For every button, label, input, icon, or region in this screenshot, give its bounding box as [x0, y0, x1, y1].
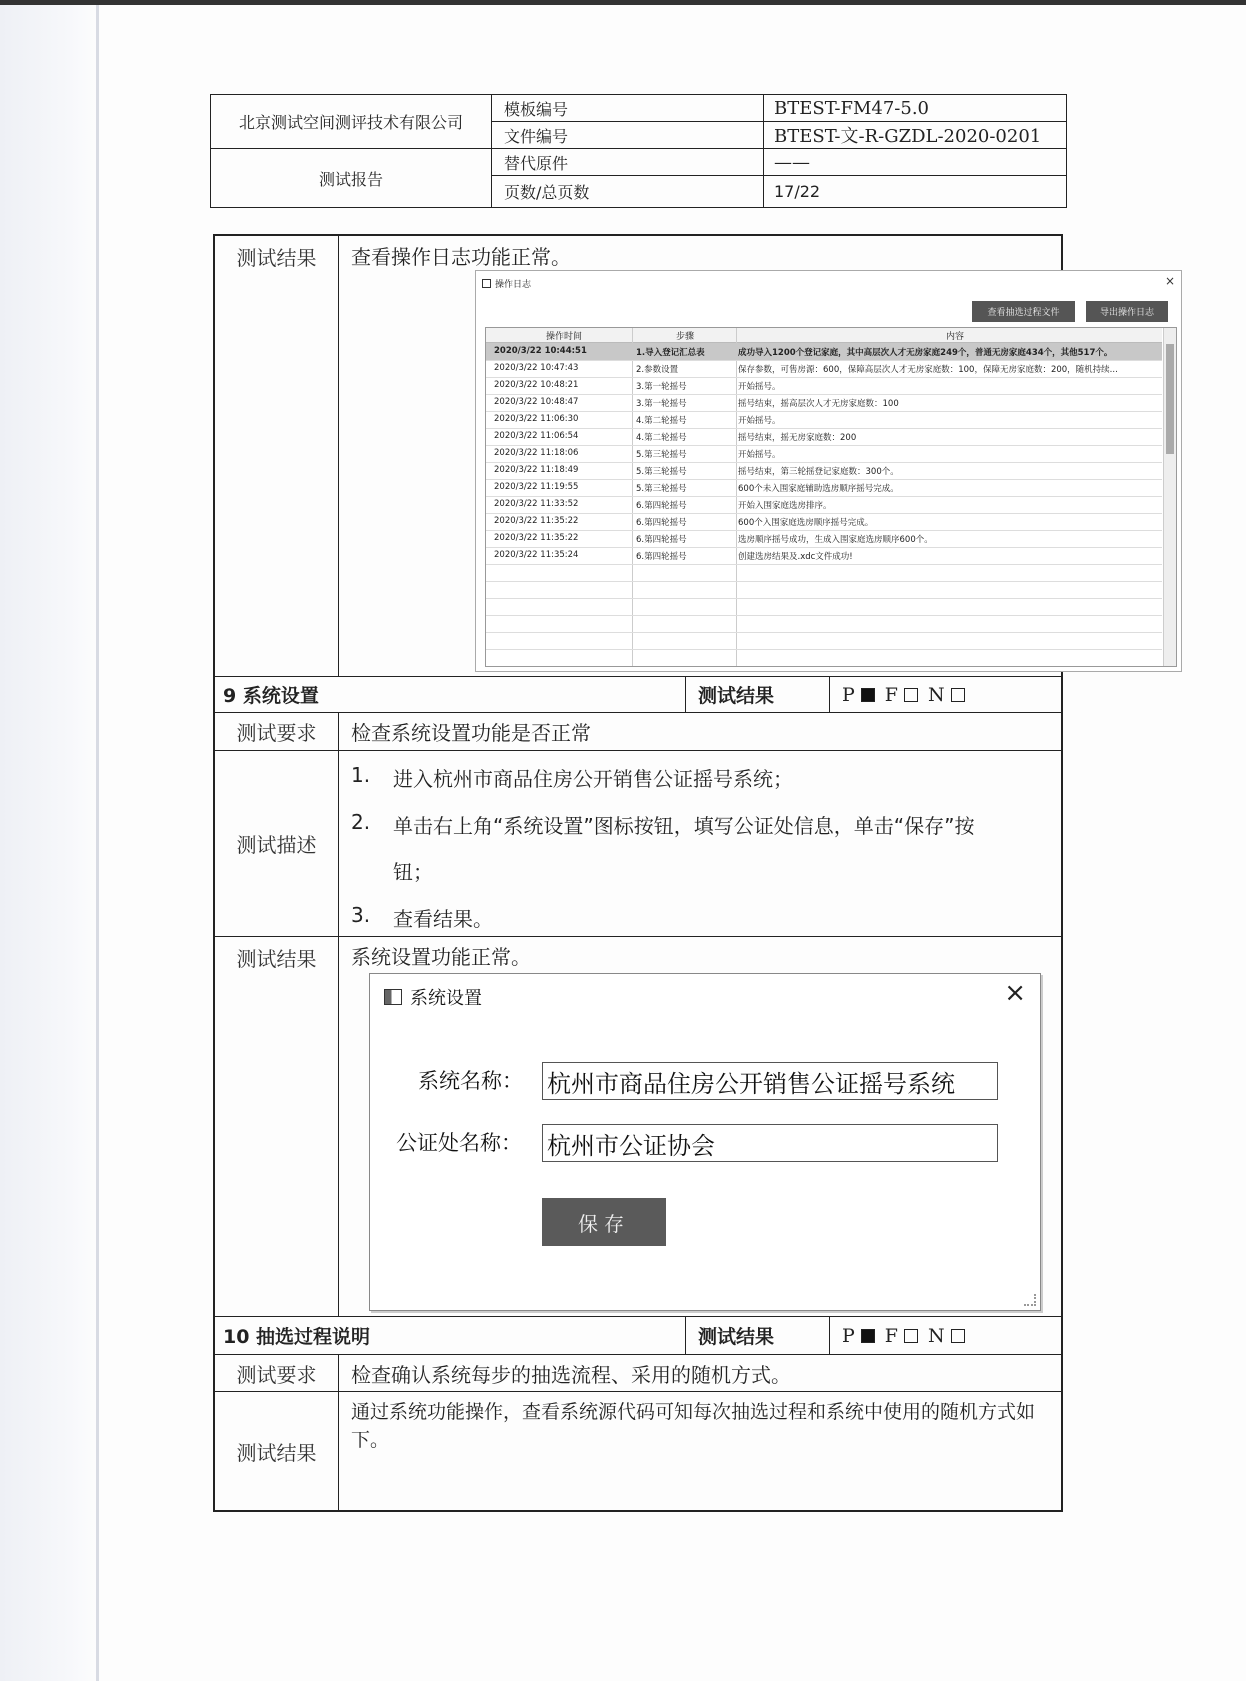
section10-result-row: [215, 1392, 1061, 1510]
cell-content: 选房顺序摇号成功，生成入围家庭选房顺序600个。: [738, 535, 933, 545]
section10-pfn: [830, 1317, 1061, 1354]
cell-content: 600个未入围家庭辅助选房顺序摇号完成。: [738, 484, 899, 494]
table-row[interactable]: [486, 547, 1162, 565]
cell-time: 2020/3/22 11:06:54: [494, 431, 579, 441]
cell-step: 4.第二轮摇号: [636, 433, 687, 443]
section9-title: 9 系统设置: [223, 685, 319, 707]
section9-result-row: [215, 937, 1061, 1317]
n-checkbox[interactable]: [951, 688, 965, 702]
cell-step: 5.第三轮摇号: [636, 484, 687, 494]
table-row[interactable]: [486, 564, 1162, 582]
section9-result-label: 测试结果: [685, 677, 830, 712]
test-record-table: [213, 234, 1175, 1512]
col-time[interactable]: 操作时间: [546, 332, 583, 342]
step-3: [351, 903, 493, 931]
col-content[interactable]: 内容: [946, 332, 965, 342]
cell-time: 2020/3/22 10:48:21: [494, 380, 579, 390]
cell-time: 2020/3/22 10:47:43: [494, 363, 579, 373]
step-2: [351, 810, 975, 838]
table-row[interactable]: [486, 411, 1162, 429]
p-checkbox[interactable]: [861, 688, 875, 702]
cell-step: 6.第四轮摇号: [636, 552, 687, 562]
table-row[interactable]: [486, 479, 1162, 497]
req-text: 检查确认系统每步的抽选流程、采用的随机方式。: [351, 1362, 791, 1387]
replace-label: 替代原件: [492, 149, 764, 176]
cell-time: 2020/3/22 11:18:49: [494, 465, 579, 475]
step-num: 1.: [351, 763, 371, 787]
table-row[interactable]: [486, 360, 1162, 378]
step-text: 单击右上角“系统设置”图标按钮，填写公证处信息，单击“保存”按: [393, 814, 975, 838]
cell-time: 2020/3/22 11:19:55: [494, 482, 579, 492]
close-icon[interactable]: ×: [1004, 978, 1026, 1008]
res-label: 测试结果: [215, 937, 339, 1316]
step-2-cont: 钮；: [393, 860, 433, 884]
req-label: 测试要求: [215, 1355, 339, 1391]
oplog-titlebar: [482, 277, 531, 290]
grid-scrollbar[interactable]: [1163, 328, 1176, 666]
step-num: 3.: [351, 903, 371, 927]
cell-time: 2020/3/22 11:06:30: [494, 414, 579, 424]
dialog-titlebar: [384, 984, 482, 1010]
notary-name-label: 公证处名称：: [396, 1131, 522, 1155]
scroll-thumb[interactable]: [1166, 344, 1174, 454]
notary-name-input[interactable]: 杭州市公证协会: [542, 1124, 998, 1162]
cell-content: 开始摇号。: [738, 450, 781, 460]
save-button[interactable]: 保存: [542, 1198, 666, 1246]
step-num: 2.: [351, 810, 371, 834]
system-settings-dialog: [369, 973, 1041, 1311]
cell-content: 开始摇号。: [738, 382, 781, 392]
req-text: 检查系统设置功能是否正常: [351, 721, 591, 745]
f-checkbox[interactable]: [904, 688, 918, 702]
cell-step: 3.第一轮摇号: [636, 382, 687, 392]
table-row[interactable]: [486, 632, 1162, 650]
page-count-value: 17/22: [774, 182, 821, 201]
cell-step: 3.第一轮摇号: [636, 399, 687, 409]
table-row[interactable]: [486, 377, 1162, 395]
cell-content: 开始入围家庭选房排序。: [738, 501, 832, 511]
scan-top-edge: [0, 0, 1246, 5]
table-row[interactable]: [486, 598, 1162, 616]
cell-time: 2020/3/22 11:35:24: [494, 550, 579, 560]
cell-content: 摇号结束，摇高层次人才无房家庭数：100: [738, 399, 899, 409]
table-row[interactable]: [486, 513, 1162, 531]
log-grid[interactable]: [485, 327, 1177, 667]
table-row[interactable]: [486, 581, 1162, 599]
result-text: 查看操作日志功能正常。: [351, 245, 571, 269]
settings-window-icon: [384, 989, 402, 1005]
export-log-button[interactable]: 导出操作日志: [1086, 301, 1168, 322]
p-label: P: [842, 683, 855, 706]
cell-time: 2020/3/22 11:33:52: [494, 499, 579, 509]
n-label: N: [927, 683, 945, 706]
n-label: N: [927, 1324, 945, 1347]
cell-content: 成功导入1200个登记家庭，其中高层次人才无房家庭249个，普通无房家庭434个，其他517个。: [738, 348, 1113, 358]
view-process-file-button[interactable]: 查看抽选过程文件: [972, 301, 1075, 322]
window-icon: [482, 279, 491, 288]
grid-header: [486, 328, 1162, 343]
req-label: 测试要求: [215, 713, 339, 750]
result-label: 测试结果: [215, 236, 339, 676]
cell-content: 创建选房结果及.xdc文件成功!: [738, 552, 853, 562]
section8-result-row: [215, 236, 1175, 677]
cell-time: 2020/3/22 10:48:47: [494, 397, 579, 407]
table-row[interactable]: [486, 343, 1162, 361]
replace-value: ——: [764, 149, 1066, 176]
cell-step: 6.第四轮摇号: [636, 501, 687, 511]
resize-grip[interactable]: [1024, 1294, 1036, 1306]
cell-content: 保存参数，可售房源：600，保障高层次人才无房家庭数：100，保障无房家庭数：200，随机持续...: [738, 365, 1118, 375]
step-1: [351, 763, 793, 791]
section9-desc-row: [215, 751, 1061, 937]
table-row[interactable]: [486, 530, 1162, 548]
page-count-label: 页数/总页数: [492, 176, 764, 207]
section9-req-row: [215, 713, 1061, 751]
section10-title: 10 抽选过程说明: [223, 1326, 371, 1348]
section10-title-row: [215, 1317, 1061, 1355]
close-icon[interactable]: ×: [1164, 274, 1175, 288]
col-step[interactable]: 步骤: [676, 332, 695, 342]
n-checkbox[interactable]: [951, 1329, 965, 1343]
cell-step: 1.导入登记汇总表: [636, 348, 705, 358]
section9-pfn: [830, 677, 1061, 712]
cell-content: 开始摇号。: [738, 416, 781, 426]
oplog-title: 操作日志: [495, 280, 532, 290]
res-text: 系统设置功能正常。: [351, 945, 531, 969]
cell-time: 2020/3/22 10:44:51: [494, 346, 587, 356]
cell-step: 5.第三轮摇号: [636, 450, 687, 460]
f-label: F: [884, 1324, 898, 1347]
cell-step: 4.第二轮摇号: [636, 416, 687, 426]
scan-left-margin: [0, 0, 100, 1681]
desc-label: 测试描述: [215, 751, 339, 936]
cell-step: 2.参数设置: [636, 365, 679, 375]
dialog-title: 系统设置: [410, 988, 482, 1009]
section9-title-row: [215, 677, 1061, 713]
table-row[interactable]: [486, 428, 1162, 446]
file-no-value: BTEST-文-R-GZDL-2020-0201: [764, 122, 1066, 149]
step-text: 进入杭州市商品住房公开销售公证摇号系统；: [393, 767, 793, 791]
system-name-label: 系统名称：: [418, 1069, 523, 1093]
table-row[interactable]: [486, 394, 1162, 412]
p-checkbox[interactable]: [861, 1329, 875, 1343]
res-text: 通过系统功能操作，查看系统源代码可知每次抽选过程和系统中使用的随机方式如下。: [351, 1401, 1036, 1451]
cell-step: 5.第三轮摇号: [636, 467, 687, 477]
cell-content: 600个入围家庭选房顺序摇号完成。: [738, 518, 874, 528]
system-name-input[interactable]: 杭州市商品住房公开销售公证摇号系统: [542, 1062, 998, 1100]
cell-content: 摇号结束，第三轮摇登记家庭数：300个。: [738, 467, 899, 477]
cell-content: 摇号结束，摇无房家庭数：200: [738, 433, 857, 443]
company-name: 北京测试空间测评技术有限公司: [211, 95, 492, 149]
page-edge: [96, 0, 99, 1681]
table-row[interactable]: [486, 496, 1162, 514]
table-row[interactable]: [486, 445, 1162, 463]
cell-step: 6.第四轮摇号: [636, 535, 687, 545]
operation-log-window: [475, 270, 1182, 672]
res-label: 测试结果: [215, 1392, 339, 1510]
table-row[interactable]: [486, 462, 1162, 480]
cell-time: 2020/3/22 11:18:06: [494, 448, 579, 458]
file-no-label: 文件编号: [492, 122, 764, 149]
cell-time: 2020/3/22 11:35:22: [494, 533, 579, 543]
p-label: P: [842, 1324, 855, 1347]
template-no-label: 模板编号: [492, 95, 764, 122]
table-row[interactable]: [486, 615, 1162, 633]
step-text: 查看结果。: [393, 907, 493, 931]
template-no-value: BTEST-FM47-5.0: [764, 95, 1066, 122]
f-checkbox[interactable]: [904, 1329, 918, 1343]
f-label: F: [884, 683, 898, 706]
section10-req-row: [215, 1355, 1061, 1392]
section10-result-label: 测试结果: [685, 1317, 830, 1354]
document-header-table: [210, 94, 1067, 208]
cell-step: 6.第四轮摇号: [636, 518, 687, 528]
report-type: 测试报告: [211, 149, 492, 207]
cell-time: 2020/3/22 11:35:22: [494, 516, 579, 526]
